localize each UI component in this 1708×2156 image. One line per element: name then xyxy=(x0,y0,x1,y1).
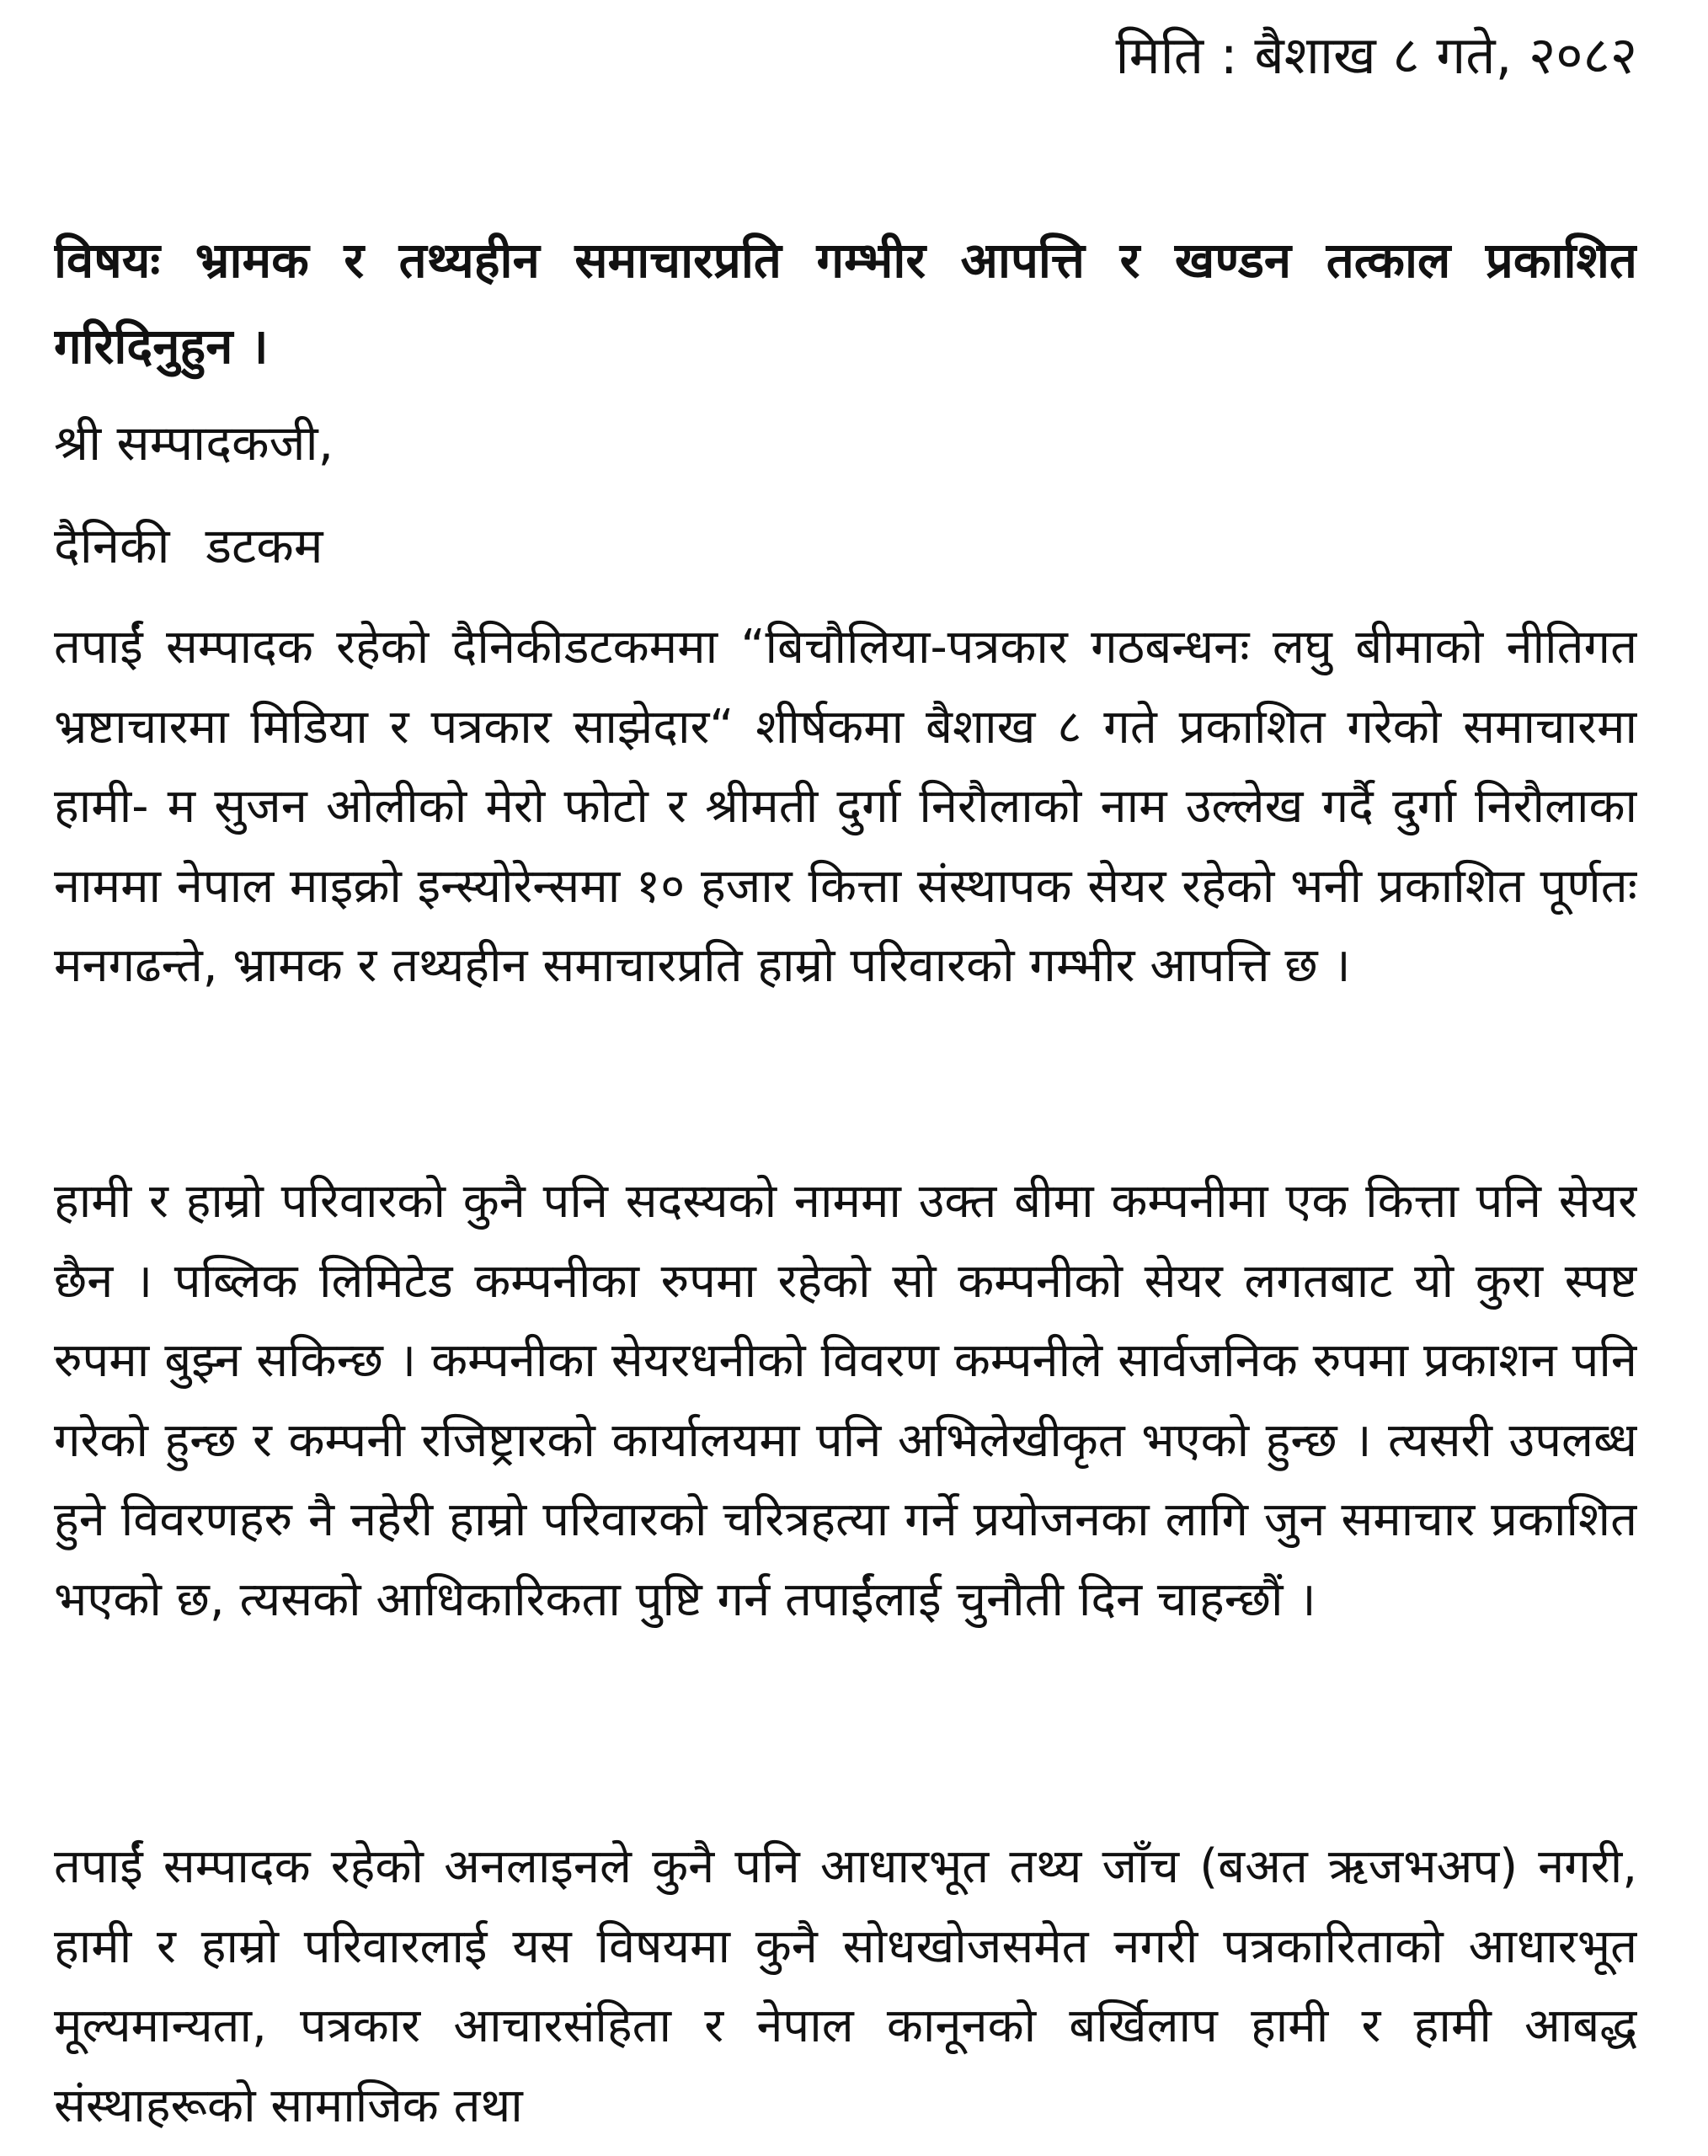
letter-salutation: श्री सम्पादकजी, xyxy=(54,414,334,472)
body-paragraph-3: तपाईं सम्पादक रहेको अनलाइनले कुनै पनि आधारभूत तथ्य जाँच (बअत ऋजभअप) नगरी, हामी र हाम्रो परिवारलाई यस विषयमा कुनै सोधखोजसमेत नगरी पत्रकारिताको आधारभूत मूल्यमान्यता, पत्रकार आचारसंहिता र नेपाल कानूनको बर्खिलाप हामी र हामी आबद्ध संस्थाहरूको सामाजिक तथा xyxy=(54,1839,1637,2133)
body-paragraph-1: तपाईं सम्पादक रहेको दैनिकीडटकममा “बिचौलिया-पत्रकार गठबन्धनः लघु बीमाको नीतिगत भ्रष्टाचारमा मिडिया र पत्रकार साझेदार“ शीर्षकमा बैशाख ८ गते प्रकाशित गरेको समाचारमा हामी- म सुजन ओलीको मेरो फोटो र श्रीमती दुर्गा निरौलाको नाम उल्लेख गर्दै दुर्गा निरौलाका नाममा नेपाल माइक्रो इन्स्योरेन्समा १० हजार कित्ता संस्थापक सेयर रहेको भनी प्रकाशित पूर्णतः मनगढन्ते, भ्रामक र तथ्यहीन समाचारप्रति हाम्रो परिवारको गम्भीर आपत्ति छ । xyxy=(54,620,1637,993)
letter-recipient: दैनिकी डटकम xyxy=(54,517,323,574)
letter-page xyxy=(54,0,1637,2156)
letter-subject: विषयः भ्रामक र तथ्यहीन समाचारप्रति गम्भीर आपत्ति र खण्डन तत्काल प्रकाशित गरिदिनुहुन । xyxy=(54,232,1637,375)
letter-date: मिति : बैशाख ८ गते, २०८२ xyxy=(1115,24,1637,86)
body-paragraph-2: हामी र हाम्रो परिवारको कुनै पनि सदस्यको नाममा उक्त बीमा कम्पनीमा एक कित्ता पनि सेयर छैन । पब्लिक लिमिटेड कम्पनीका रुपमा रहेको सो कम्पनीको सेयर लगतबाट यो कुरा स्पष्ट रुपमा बुझ्न सकिन्छ । कम्पनीका सेयरधनीको विवरण कम्पनीले सार्वजनिक रुपमा प्रकाशन पनि गरेको हुन्छ र कम्पनी रजिष्ट्रारको कार्यालयमा पनि अभिलेखीकृत भएको हुन्छ । त्यसरी उपलब्ध हुने विवरणहरु नै नहेरी हाम्रो परिवारको चरित्रहत्या गर्ने प्रयोजनका लागि जुन समाचार प्रकाशित भएको छ, त्यसको आधिकारिकता पुष्टि गर्न तपाईंलाई चुनौती दिन चाहन्छौं । xyxy=(54,1174,1637,1627)
